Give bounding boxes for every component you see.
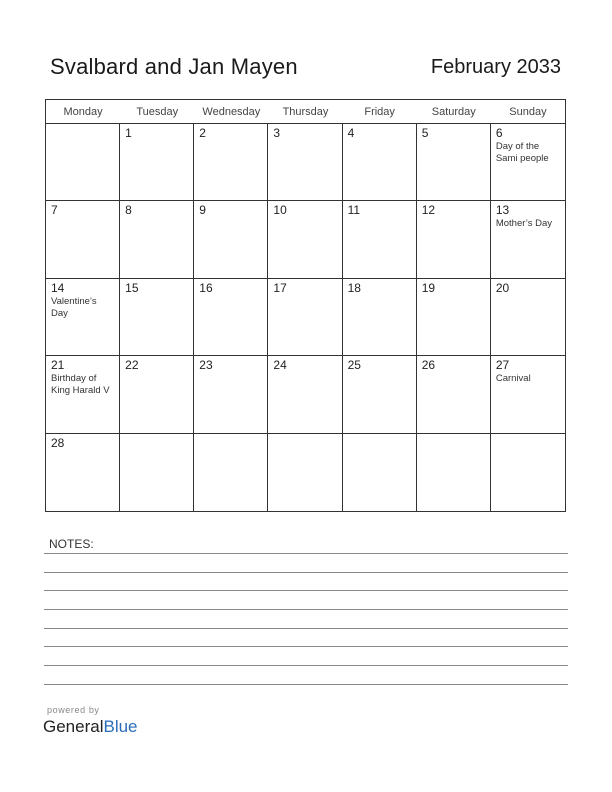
day-cell [194, 201, 268, 278]
holiday-label: Mother’s Day [495, 218, 552, 230]
note-line [44, 628, 568, 629]
holiday-label: Birthday of King Harald V [51, 373, 110, 397]
day-number: 5 [421, 126, 429, 140]
day-cell [491, 201, 565, 278]
day-number: 22 [125, 358, 139, 373]
day-cell [491, 434, 565, 511]
powered-by-label: powered by [47, 705, 100, 715]
day-cell [120, 124, 194, 201]
day-number: 28 [51, 435, 65, 450]
day-cell [343, 434, 417, 511]
day-number: 14 [51, 280, 65, 295]
day-number: 17 [273, 280, 287, 295]
note-line [44, 572, 568, 573]
day-number: 16 [199, 280, 213, 295]
day-cell [120, 201, 194, 278]
day-number: 11 [347, 203, 361, 218]
day-number: 15 [125, 280, 139, 295]
day-cell [194, 434, 268, 511]
day-cell [343, 356, 417, 433]
calendar-grid [45, 99, 566, 512]
day-number: 3 [273, 126, 281, 140]
day-number: 20 [495, 280, 510, 295]
day-cell [46, 356, 120, 433]
day-number: 10 [273, 203, 287, 218]
day-cell [268, 124, 342, 201]
day-cell [194, 124, 268, 201]
day-cell [491, 279, 565, 356]
notes-label: NOTES: [49, 537, 94, 551]
day-cell [46, 124, 120, 201]
note-line [44, 646, 568, 647]
calendar-weeks [46, 124, 565, 511]
day-number: 9 [199, 203, 206, 218]
day-number: 13 [495, 203, 510, 218]
note-line [44, 590, 568, 591]
day-cell [120, 434, 194, 511]
day-number: 4 [347, 126, 355, 140]
day-cell [120, 356, 194, 433]
month-label: February 2033 [430, 56, 561, 78]
day-number: 12 [421, 203, 436, 218]
day-number: 19 [421, 280, 436, 295]
day-cell [46, 434, 120, 511]
day-number: 2 [199, 126, 206, 140]
day-cell [417, 124, 491, 201]
weekday-thursday: Thursday [282, 106, 329, 118]
note-line [44, 665, 568, 666]
brand-general: General [43, 717, 104, 736]
day-cell [417, 356, 491, 433]
day-cell [268, 201, 342, 278]
day-cell [417, 434, 491, 511]
day-cell [46, 201, 120, 278]
brand-blue: Blue [103, 717, 138, 736]
weekday-wednesday: Wednesday [202, 106, 261, 118]
note-line [44, 684, 568, 685]
weekday-saturday: Saturday [431, 106, 476, 118]
day-number: 27 [495, 358, 510, 373]
day-cell [120, 279, 194, 356]
day-cell [343, 201, 417, 278]
day-cell [417, 201, 491, 278]
day-cell [268, 356, 342, 433]
day-cell [491, 356, 565, 433]
day-number: 23 [199, 358, 213, 373]
generalblue-logo [43, 717, 138, 737]
day-cell [417, 279, 491, 356]
weekday-sunday: Sunday [509, 106, 547, 118]
day-cell [46, 279, 120, 356]
weekday-tuesday: Tuesday [136, 106, 179, 118]
holiday-label: Valentine’s Day [51, 295, 97, 319]
day-cell [268, 279, 342, 356]
note-line [44, 553, 568, 554]
day-number: 7 [51, 203, 58, 218]
day-number: 26 [421, 358, 436, 373]
day-cell [268, 434, 342, 511]
day-number: 25 [347, 358, 361, 373]
page-title: Svalbard and Jan Mayen [50, 54, 298, 79]
weekday-header-row [46, 100, 565, 124]
day-cell [343, 124, 417, 201]
day-number: 18 [347, 280, 361, 295]
day-number: 6 [495, 126, 503, 140]
day-number: 21 [51, 358, 65, 373]
day-cell [491, 124, 565, 201]
note-line [44, 609, 568, 610]
holiday-label: Carnival [495, 373, 531, 385]
day-cell [194, 279, 268, 356]
day-number: 1 [125, 126, 132, 140]
weekday-friday: Friday [364, 106, 395, 118]
holiday-label: Day of the Sami people [495, 141, 549, 164]
day-cell [194, 356, 268, 433]
day-cell [343, 279, 417, 356]
weekday-monday: Monday [63, 106, 103, 118]
day-number: 24 [273, 358, 287, 373]
day-number: 8 [125, 203, 132, 218]
